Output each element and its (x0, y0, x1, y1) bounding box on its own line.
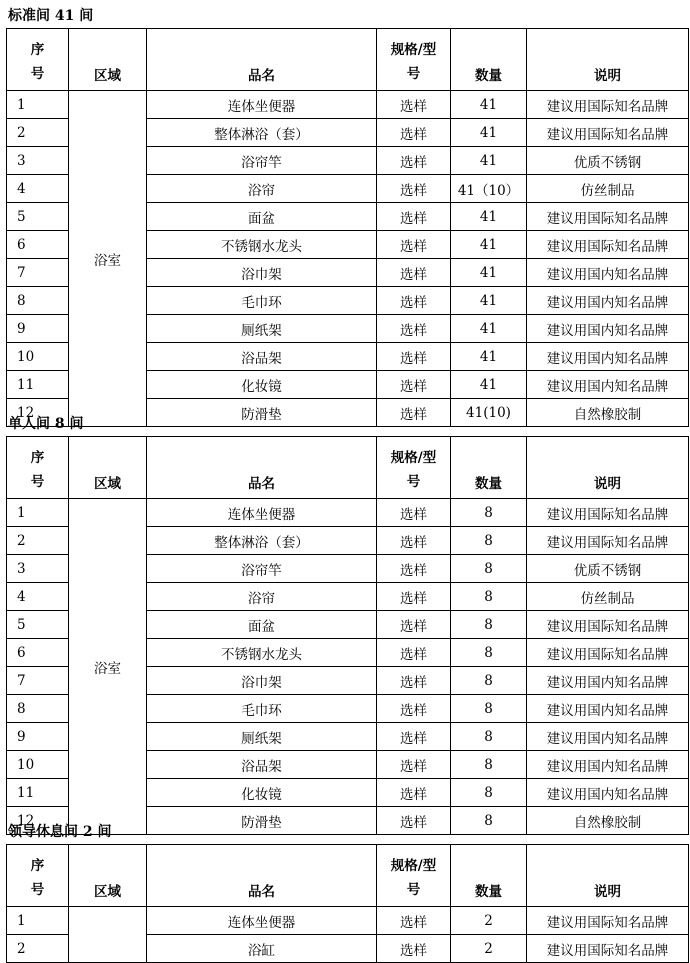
cell-desc: 仿丝制品 (527, 583, 689, 611)
header-spec-bottom: 号 (406, 473, 421, 490)
cell-desc: 建议用国际知名品牌 (527, 611, 689, 639)
header-desc: 说明 (527, 29, 689, 91)
cell-seq: 3 (7, 555, 69, 583)
header-desc: 说明 (527, 437, 689, 499)
cell-seq: 5 (7, 611, 69, 639)
cell-seq: 8 (7, 287, 69, 315)
cell-seq: 9 (7, 723, 69, 751)
cell-spec: 选样 (377, 527, 451, 555)
header-spec-top: 规格/型 (390, 857, 437, 874)
cell-qty: 41 (451, 343, 527, 371)
cell-desc: 建议用国内知名品牌 (527, 315, 689, 343)
cell-name: 毛巾环 (147, 287, 377, 315)
header-name: 品名 (147, 845, 377, 907)
cell-desc: 建议用国际知名品牌 (527, 231, 689, 259)
cell-qty: 41 (451, 371, 527, 399)
cell-name: 化妆镜 (147, 779, 377, 807)
cell-seq: 5 (7, 203, 69, 231)
cell-spec: 选样 (377, 555, 451, 583)
cell-spec: 选样 (377, 499, 451, 527)
table-row (7, 499, 689, 527)
cell-name: 浴帘竿 (147, 555, 377, 583)
cell-desc: 优质不锈钢 (527, 555, 689, 583)
cell-desc: 仿丝制品 (527, 175, 689, 203)
cell-desc: 建议用国际知名品牌 (527, 907, 689, 935)
cell-seq: 8 (7, 695, 69, 723)
inventory-table (6, 436, 689, 835)
cell-desc: 建议用国内知名品牌 (527, 723, 689, 751)
header-area: 区域 (69, 437, 147, 499)
cell-name: 化妆镜 (147, 371, 377, 399)
cell-qty: 41 (451, 119, 527, 147)
cell-qty: 8 (451, 499, 527, 527)
cell-name: 浴巾架 (147, 259, 377, 287)
cell-seq: 12 (7, 399, 69, 427)
cell-spec: 选样 (377, 639, 451, 667)
cell-seq: 1 (7, 91, 69, 119)
header-qty: 数量 (451, 845, 527, 907)
cell-qty: 8 (451, 639, 527, 667)
cell-spec: 选样 (377, 175, 451, 203)
cell-seq: 2 (7, 935, 69, 963)
cell-qty: 8 (451, 611, 527, 639)
cell-desc: 建议用国内知名品牌 (527, 259, 689, 287)
cell-name: 不锈钢水龙头 (147, 231, 377, 259)
header-name: 品名 (147, 437, 377, 499)
cell-seq: 7 (7, 259, 69, 287)
cell-qty: 41 (451, 259, 527, 287)
cell-area (69, 907, 147, 963)
cell-seq: 1 (7, 907, 69, 935)
table-row (7, 91, 689, 119)
cell-qty: 41 (451, 91, 527, 119)
cell-name: 毛巾环 (147, 695, 377, 723)
cell-spec: 选样 (377, 723, 451, 751)
cell-qty: 41 (451, 287, 527, 315)
cell-seq: 1 (7, 499, 69, 527)
cell-seq: 12 (7, 807, 69, 835)
cell-name: 面盆 (147, 611, 377, 639)
cell-spec: 选样 (377, 583, 451, 611)
header-seq-top: 序 (30, 449, 45, 466)
cell-qty: 41（10） (451, 175, 527, 203)
header-seq-bottom: 号 (30, 473, 45, 490)
cell-name: 浴帘 (147, 175, 377, 203)
cell-desc: 优质不锈钢 (527, 147, 689, 175)
cell-name: 厕纸架 (147, 723, 377, 751)
cell-seq: 6 (7, 231, 69, 259)
header-seq-bottom: 号 (30, 881, 45, 898)
cell-desc: 建议用国内知名品牌 (527, 751, 689, 779)
cell-spec: 选样 (377, 343, 451, 371)
cell-qty: 8 (451, 527, 527, 555)
cell-desc: 建议用国际知名品牌 (527, 119, 689, 147)
cell-spec: 选样 (377, 611, 451, 639)
header-spec (377, 437, 451, 499)
cell-seq: 7 (7, 667, 69, 695)
cell-qty: 8 (451, 583, 527, 611)
cell-name: 厕纸架 (147, 315, 377, 343)
cell-name: 浴品架 (147, 343, 377, 371)
cell-name: 浴巾架 (147, 667, 377, 695)
cell-qty: 41 (451, 147, 527, 175)
cell-spec: 选样 (377, 667, 451, 695)
header-seq-top: 序 (30, 41, 45, 58)
cell-spec: 选样 (377, 779, 451, 807)
cell-area: 浴室 (69, 91, 147, 427)
cell-spec: 选样 (377, 119, 451, 147)
cell-qty: 41(10) (451, 399, 527, 427)
cell-qty: 2 (451, 935, 527, 963)
cell-name: 整体淋浴（套） (147, 527, 377, 555)
cell-qty: 8 (451, 807, 527, 835)
inventory-table (6, 28, 689, 427)
header-spec-bottom: 号 (406, 65, 421, 82)
inventory-table (6, 844, 689, 963)
header-seq (7, 437, 69, 499)
cell-desc: 建议用国际知名品牌 (527, 639, 689, 667)
cell-spec: 选样 (377, 203, 451, 231)
cell-desc: 建议用国际知名品牌 (527, 527, 689, 555)
header-seq (7, 845, 69, 907)
cell-spec: 选样 (377, 287, 451, 315)
cell-qty: 2 (451, 907, 527, 935)
header-qty: 数量 (451, 29, 527, 91)
cell-spec: 选样 (377, 371, 451, 399)
header-seq-bottom: 号 (30, 65, 45, 82)
header-spec-top: 规格/型 (390, 449, 437, 466)
header-spec (377, 29, 451, 91)
cell-spec: 选样 (377, 259, 451, 287)
header-spec-top: 规格/型 (390, 41, 437, 58)
cell-spec: 选样 (377, 315, 451, 343)
cell-desc: 建议用国内知名品牌 (527, 371, 689, 399)
cell-qty: 8 (451, 555, 527, 583)
cell-seq: 11 (7, 779, 69, 807)
cell-name: 连体坐便器 (147, 91, 377, 119)
header-desc: 说明 (527, 845, 689, 907)
cell-desc: 建议用国际知名品牌 (527, 499, 689, 527)
cell-name: 浴帘竿 (147, 147, 377, 175)
cell-desc: 自然橡胶制 (527, 807, 689, 835)
section-title: 单人间 8 间 (8, 416, 84, 432)
cell-desc: 建议用国际知名品牌 (527, 935, 689, 963)
header-spec-bottom: 号 (406, 881, 421, 898)
cell-desc: 自然橡胶制 (527, 399, 689, 427)
cell-seq: 3 (7, 147, 69, 175)
cell-name: 防滑垫 (147, 807, 377, 835)
cell-spec: 选样 (377, 91, 451, 119)
cell-qty: 41 (451, 231, 527, 259)
cell-spec: 选样 (377, 695, 451, 723)
cell-name: 面盆 (147, 203, 377, 231)
cell-name: 防滑垫 (147, 399, 377, 427)
cell-area: 浴室 (69, 499, 147, 835)
cell-desc: 建议用国际知名品牌 (527, 91, 689, 119)
cell-desc: 建议用国际知名品牌 (527, 203, 689, 231)
cell-desc: 建议用国内知名品牌 (527, 667, 689, 695)
cell-spec: 选样 (377, 751, 451, 779)
cell-spec: 选样 (377, 231, 451, 259)
cell-spec: 选样 (377, 807, 451, 835)
cell-qty: 8 (451, 695, 527, 723)
header-name: 品名 (147, 29, 377, 91)
cell-qty: 8 (451, 751, 527, 779)
cell-spec: 选样 (377, 399, 451, 427)
cell-qty: 41 (451, 315, 527, 343)
table-row (7, 907, 689, 935)
cell-desc: 建议用国内知名品牌 (527, 287, 689, 315)
cell-name: 浴品架 (147, 751, 377, 779)
cell-seq: 2 (7, 527, 69, 555)
cell-qty: 8 (451, 723, 527, 751)
cell-seq: 9 (7, 315, 69, 343)
cell-name: 整体淋浴（套） (147, 119, 377, 147)
header-row (7, 437, 689, 499)
cell-desc: 建议用国内知名品牌 (527, 343, 689, 371)
cell-name: 连体坐便器 (147, 907, 377, 935)
cell-spec: 选样 (377, 147, 451, 175)
section-title: 领导休息间 2 间 (8, 824, 112, 840)
header-row (7, 845, 689, 907)
cell-seq: 4 (7, 175, 69, 203)
header-spec (377, 845, 451, 907)
header-row (7, 29, 689, 91)
cell-seq: 6 (7, 639, 69, 667)
cell-desc: 建议用国内知名品牌 (527, 695, 689, 723)
cell-qty: 41 (451, 203, 527, 231)
header-area: 区域 (69, 29, 147, 91)
cell-qty: 8 (451, 779, 527, 807)
cell-spec: 选样 (377, 907, 451, 935)
cell-seq: 10 (7, 751, 69, 779)
cell-seq: 2 (7, 119, 69, 147)
cell-seq: 4 (7, 583, 69, 611)
cell-seq: 11 (7, 371, 69, 399)
header-area: 区域 (69, 845, 147, 907)
cell-name: 浴缸 (147, 935, 377, 963)
header-qty: 数量 (451, 437, 527, 499)
cell-name: 浴帘 (147, 583, 377, 611)
header-seq (7, 29, 69, 91)
cell-seq: 10 (7, 343, 69, 371)
header-seq-top: 序 (30, 857, 45, 874)
section-title: 标准间 41 间 (8, 8, 94, 24)
cell-qty: 8 (451, 667, 527, 695)
cell-name: 连体坐便器 (147, 499, 377, 527)
cell-spec: 选样 (377, 935, 451, 963)
cell-desc: 建议用国内知名品牌 (527, 779, 689, 807)
cell-name: 不锈钢水龙头 (147, 639, 377, 667)
